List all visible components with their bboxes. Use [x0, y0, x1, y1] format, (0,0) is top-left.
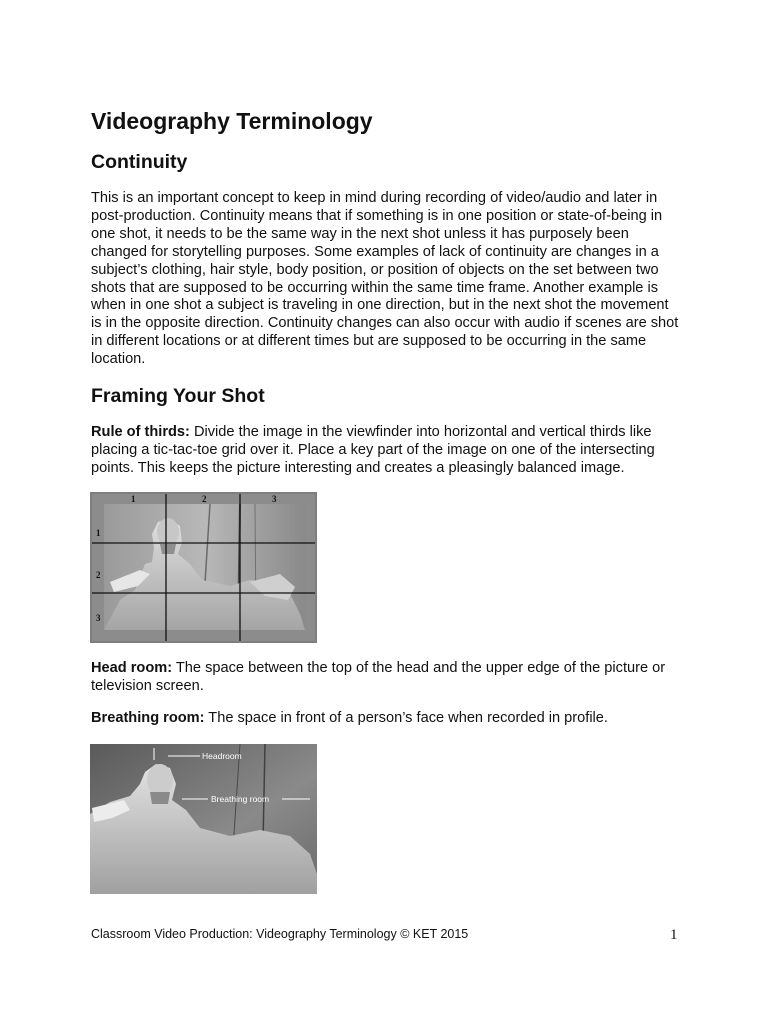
rule-of-thirds-figure [90, 492, 317, 643]
framing-heading: Framing Your Shot [91, 385, 265, 407]
headroom-label: Headroom [202, 751, 242, 761]
rule-of-thirds-term: Rule of thirds: [91, 424, 190, 440]
rule-of-thirds-definition: Divide the image in the viewfinder into horizontal and vertical thirds like placing a tic-tac-toe grid over it. Place a key part of the image on one of the intersecting points. This keeps the picture interesting and creates a pleasingly balanced image. [91, 424, 655, 476]
continuity-heading: Continuity [91, 151, 188, 173]
head-room-definition: The space between the top of the head and the upper edge of the picture or television screen. [91, 660, 666, 694]
rule-of-thirds-paragraph [91, 424, 679, 478]
grid-col-label: 1 [131, 494, 136, 504]
grid-col-label: 3 [272, 494, 277, 504]
breathing-room-definition: The space in front of a person’s face when recorded in profile. [204, 710, 608, 726]
headroom-figure [90, 744, 317, 894]
page-title: Videography Terminology [91, 108, 373, 134]
grid-row-label: 1 [96, 528, 101, 538]
headroom-image [90, 744, 317, 894]
rule-of-thirds-image [90, 492, 317, 643]
breathing-room-label: Breathing room [211, 794, 270, 804]
footer-text: Classroom Video Production: Videography Terminology © KET 2015 [91, 927, 469, 941]
grid-col-label: 2 [202, 494, 207, 504]
page-number: 1 [670, 927, 678, 943]
grid-row-label: 2 [96, 570, 101, 580]
breathing-room-term: Breathing room: [91, 710, 205, 726]
grid-row-label: 3 [96, 613, 101, 623]
head-room-term: Head room: [91, 660, 173, 676]
head-room-paragraph [91, 660, 679, 696]
breathing-room-paragraph [91, 710, 679, 728]
continuity-paragraph: This is an important concept to keep in mind during recording of video/audio and later in post-production. Continuity means that if something is in one position or state-of-being in one shot, it needs to be the same way in the next shot unless it has purposely been changed for storytelling purposes. Some examples of lack of continuity are changes in a subject’s clothing, hair style, body position, or position of objects on the set between two shots that are supposed to be occurring within the same time frame. Another example is when in one shot a subject is traveling in one direction, but in the next shot the movement is in the opposite direction. Continuity changes can also occur with audio if scenes are shot in different locations or at different times but are supposed to be occurring in the same location. [91, 190, 679, 368]
